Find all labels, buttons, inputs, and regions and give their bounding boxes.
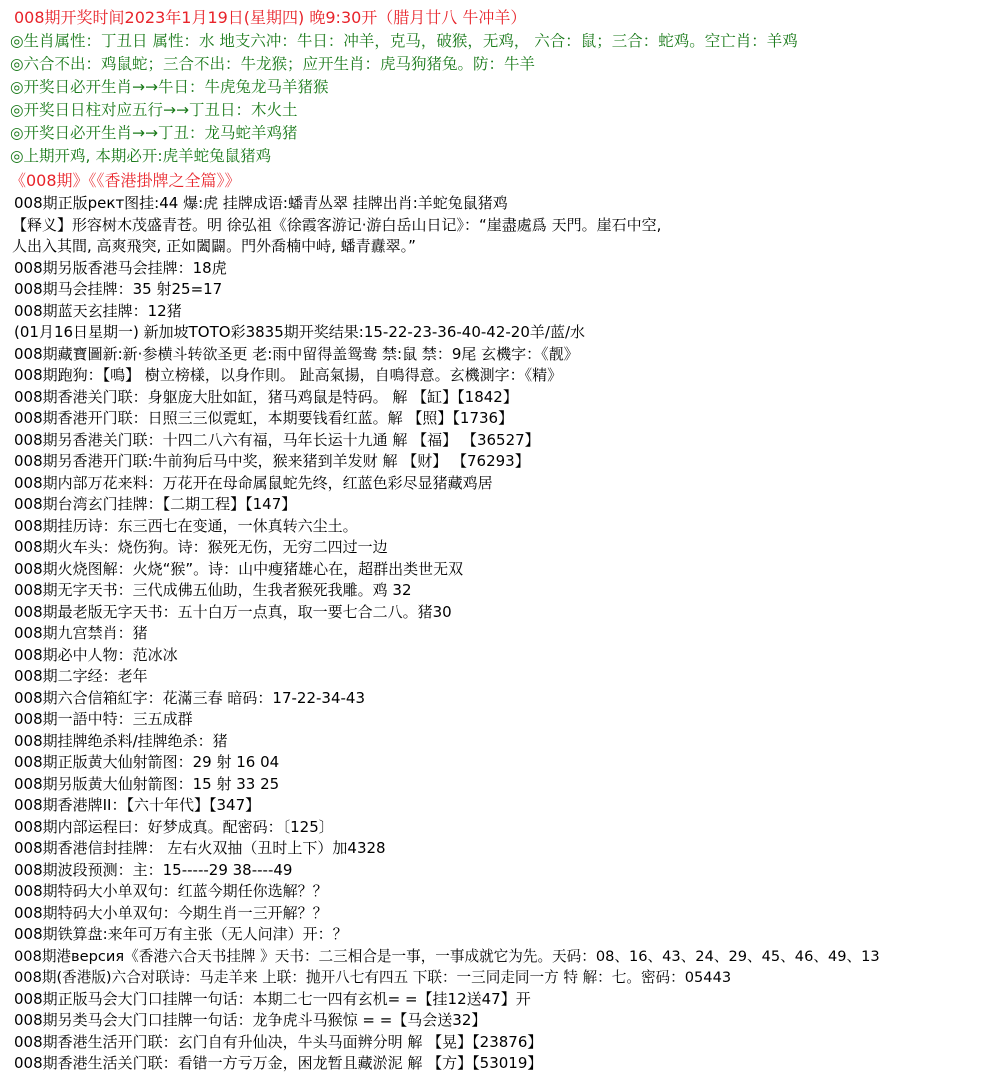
list-item: 008期蓝天玄挂牌：12猪 xyxy=(14,301,182,320)
list-item: 008期另版黄大仙射箭图：15 射 33 25 xyxy=(14,774,280,793)
list-item: 008期另香港关门联：十四二八六有福，马年长运十九通 解 【福】 【36527】 xyxy=(14,430,540,449)
list-item: 008期特码大小单双句：今期生肖一三开解？？ xyxy=(14,903,328,922)
draw-day-zodiac-line: ◎开奖日必开生肖→→牛日：牛虎兔龙马羊猪猴 xyxy=(10,78,329,96)
list-item: 008期另类马会大门口挂牌一句话：龙争虎斗马猴惊 = =【马会送32】 xyxy=(14,1011,487,1029)
list-item: 008期二字经：老年 xyxy=(14,667,148,685)
list-item: 008期港версия《香港六合天书挂牌 》天书：二三相合是一事，一事成就它为先。天码：08、16、43、24、29、45、46、49、13 xyxy=(14,947,880,965)
list-item: 008期内部运程曰：好梦成真。配密码：〔125〕 xyxy=(14,817,334,836)
list-item: 【释义】形容树木茂盛青苍。明 徐弘祖《徐霞客游记·游白岳山日记》：“崖盡處爲 天門。崖石中空, xyxy=(12,215,662,234)
list-item: 008期台湾玄门挂牌：【二期工程】【147】 xyxy=(14,495,297,513)
list-item: 008期九宫禁肖：猪 xyxy=(14,624,148,642)
list-item: 008期香港牌II：【六十年代】【347】 xyxy=(14,796,261,814)
list-item: 008期挂牌绝杀料/挂牌绝杀：猪 xyxy=(14,731,228,750)
list-item: 008期香港开门联：日照三三似霓虹，本期要钱看红蓝。解 【照】【1736】 xyxy=(14,409,514,427)
list-item: 008期另版香港马会挂牌：18虎 xyxy=(14,258,227,277)
list-item: 008期香港生活开门联：玄门自有升仙决，牛头马面辨分明 解 【晃】【23876】 xyxy=(14,1032,543,1051)
list-item: 008期跑狗：【鳴】 樹立榜樣，以身作則。 趾高氣揚，自鳴得意。玄機測字：《精》 xyxy=(14,366,563,384)
list-item: 008期香港关门联：身躯庞大肚如缸，猪马鸡鼠是特码。 解 【缸】【1842】 xyxy=(14,387,518,406)
list-item: 008期一語中特：三五成群 xyxy=(14,710,193,728)
list-item: 008期特码大小单双句：红蓝今期任你选解？？ xyxy=(14,882,328,900)
list-item: 008期香港信封挂牌： 左右火双抽（丑时上下）加4328 xyxy=(14,839,386,857)
list-item: 008期(香港版)六合对联诗：马走羊来 上联：抛开八七有四五 下联：一三同走同一方 特 解：七。密码：05443 xyxy=(14,969,732,986)
list-item: 人出入其間, 高爽飛突, 正如闔闢。門外喬楠中峙, 蟠青纛翠。” xyxy=(12,237,416,255)
document-title: 008期开奖时间2023年1月19日(星期四) 晚9:30开（腊月廿八 牛冲羊） xyxy=(14,8,527,27)
draw-day-five-elements-line: ◎开奖日日柱对应五行→→丁丑日：木火土 xyxy=(10,101,298,119)
zodiac-attribute-line: ◎生肖属性：丁丑日 属性：水 地支六冲：牛日：冲羊，克马，破猴，无鸡， 六合：鼠；三合：蛇鸡。空亡肖：羊鸡 xyxy=(10,32,798,50)
list-item: 008期铁算盘:来年可万有主张（无人问津）开：？ xyxy=(14,925,348,943)
list-item: 008期必中人物：范冰冰 xyxy=(14,645,178,664)
list-item: 008期内部万花来料：万花开在母命属鼠蛇先终，红蓝色彩尽显猪藏鸡居 xyxy=(14,473,493,492)
list-item: 008期火烧图解：火烧“猴”。诗：山中瘦猪雄心在，超群出类世无双 xyxy=(14,559,464,578)
liuhe-exclusion-line: ◎六合不出：鸡鼠蛇；三合不出：牛龙猴；应开生肖：虎马狗猪兔。防：牛羊 xyxy=(10,55,536,73)
previous-draw-line: ◎上期开鸡, 本期必开:虎羊蛇兔鼠猪鸡 xyxy=(10,147,272,165)
list-item: 008期正版рект图挂:44 爆:虎 挂牌成语:蟠青丛翠 挂牌出肖:羊蛇兔鼠猪鸡 xyxy=(14,194,508,212)
list-item: 008期另香港开门联:牛前狗后马中奖，猴来猪到羊发财 解 【财】 【76293】 xyxy=(14,452,530,470)
list-item: 008期香港生活关门联：看错一方亏万金，困龙暂且藏淤泥 解 【方】【53019】 xyxy=(14,1054,543,1072)
list-item: 008期挂历诗：东三西七在变通，一休真转六尘土。 xyxy=(14,516,358,535)
list-item: 008期藏寶圖新:新·参横斗转欲圣更 老:雨中留得盖鸳鸯 禁:鼠 禁：9尾 玄機字：《靓》 xyxy=(14,344,579,363)
list-item: 008期无字天书：三代成佛五仙助，生我者猴死我雕。鸡 32 xyxy=(14,581,412,599)
period-header: 《008期》《《香港掛牌之全篇》》 xyxy=(10,171,241,190)
list-item: 008期火车头：烧伤狗。诗：猴死无伤，无穷二四过一边 xyxy=(14,538,388,556)
list-item: 008期马会挂牌：35 射25=17 xyxy=(14,280,223,298)
list-item: 008期正版马会大门口挂牌一句话：本期二七一四有玄机= =【挂12送47】开 xyxy=(14,989,531,1008)
draw-day-zodiac-line-2: ◎开奖日必开生肖→→丁丑：龙马蛇羊鸡猪 xyxy=(10,124,298,142)
list-item: 008期波段预测：主：15-----29 38----49 xyxy=(14,860,293,879)
list-item: (01月16日星期一) 新加坡TOTO彩3835期开奖结果:15-22-23-36-40-42-20羊/蓝/水 xyxy=(14,323,586,341)
list-item: 008期六合信箱紅字：花滿三春 暗码：17-22-34-43 xyxy=(14,688,365,707)
list-item: 008期最老版无字天书：五十白万一点真，取一要七合二八。猪30 xyxy=(14,602,452,621)
list-item: 008期正版黄大仙射箭图：29 射 16 04 xyxy=(14,753,280,771)
